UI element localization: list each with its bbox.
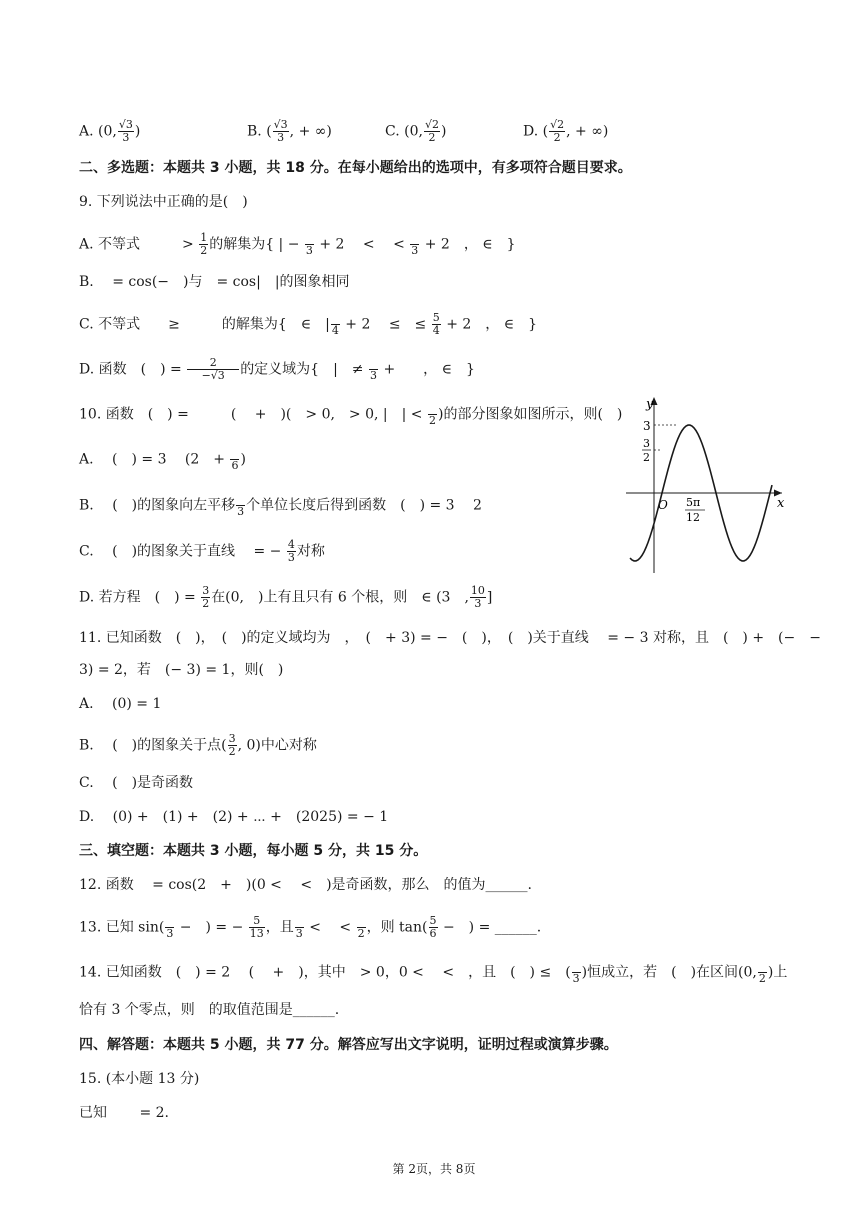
option-text: A. 不等式 — [79, 236, 141, 253]
numerator: 2 — [187, 357, 239, 370]
option-text: D. 若方程 ( ) = — [79, 589, 201, 606]
option-text: B. ( )的图象关于点( — [79, 737, 227, 754]
q11-stem-line1: 11. 已知函数 ( )， ( )的定义域均为 ， ( + 3) = − ( )， ( )关于直线 = − 3 对称，且 ( ) + (− − — [79, 630, 821, 646]
denominator: 3 — [474, 597, 482, 610]
numerator: 5 — [432, 311, 440, 324]
q11-option-c: C. ( )是奇函数 — [79, 775, 194, 791]
stem-text: < < — [304, 919, 356, 936]
q15-title: 15. (本小题 13 分) — [79, 1071, 200, 1087]
option-text: B. ( )的图象向左平移 — [79, 497, 236, 514]
option-text: B. ( — [247, 123, 272, 140]
option-text: + 2 ， ∈ } — [441, 316, 538, 333]
y-tick-3: 3 — [643, 419, 651, 433]
numerator: 5 — [429, 914, 437, 927]
page-footer: 第 2页，共 8页 — [392, 1162, 476, 1176]
fraction — [424, 119, 440, 144]
fraction — [118, 119, 134, 144]
option-text: A. (0, — [79, 123, 117, 140]
option-text: ) — [440, 123, 447, 140]
denominator: 13 — [249, 927, 264, 940]
q14-stem-line2: 恰有 3 个零点，则 的取值范围是______. — [79, 1002, 340, 1018]
fraction — [236, 493, 245, 518]
option-text: D. ( — [523, 123, 549, 140]
fraction — [369, 357, 378, 382]
stem-text: − ) = ______. — [438, 919, 542, 936]
stem-text: )的部分图象如图所示，则( ) — [437, 406, 623, 423]
option-text: + 2 ≤ ≤ — [340, 316, 431, 333]
option-text: D. 函数 ( ) = — [79, 361, 187, 378]
fraction — [230, 447, 239, 472]
option-text: + ， ∈ } — [379, 361, 475, 378]
numerator: √3 — [118, 118, 133, 131]
fraction — [165, 915, 174, 940]
x-tick-num: 5π — [686, 496, 701, 509]
fraction — [201, 585, 210, 610]
y-axis-label: y — [646, 397, 654, 412]
numerator: √2 — [550, 118, 565, 131]
q9-stem: 9. 下列说法中正确的是( ) — [79, 194, 248, 210]
q8-option-d — [523, 119, 608, 144]
numerator: 5 — [249, 915, 265, 928]
y-tick-half-den: 2 — [643, 451, 650, 464]
stem-text: )上 — [767, 964, 788, 981]
fraction — [429, 915, 438, 940]
fraction — [357, 915, 366, 940]
denominator: 3 — [166, 927, 174, 940]
q9-option-a — [79, 232, 516, 257]
numerator: 1 — [200, 231, 208, 244]
fraction — [410, 232, 419, 257]
denominator: 2 — [202, 597, 210, 610]
fraction — [470, 585, 486, 610]
fraction — [331, 312, 340, 337]
fraction — [249, 915, 265, 940]
fraction — [295, 915, 304, 940]
q11-option-b — [79, 733, 317, 758]
denominator: 2 — [428, 131, 436, 144]
option-text: 个单位长度后得到函数 ( ) = 3 2 — [246, 497, 482, 514]
denominator: 3 — [237, 505, 245, 518]
origin-label: O — [658, 498, 668, 512]
denominator: 4 — [432, 324, 440, 337]
denominator: 3 — [287, 551, 295, 564]
section-heading-free-response: 四、解答题：本题共 5 小题，共 77 分。解答应写出文字说明，证明过程或演算步骤。 — [79, 1037, 618, 1053]
denominator: 2 — [758, 972, 766, 985]
q12-stem: 12. 函数 = cos(2 + )(0 < < )是奇函数，那么 的值为______. — [79, 877, 533, 893]
denominator: 2 — [200, 244, 208, 257]
numerator: 4 — [287, 538, 295, 551]
option-text: 对称 — [296, 543, 325, 560]
option-text: A. ( ) = 3 (2 + — [79, 451, 230, 468]
denominator: 3 — [572, 972, 580, 985]
denominator: 3 — [295, 927, 303, 940]
denominator: 6 — [231, 459, 239, 472]
fraction — [273, 119, 289, 144]
x-tick-den: 12 — [686, 511, 700, 524]
stem-text: ，则 tan( — [366, 919, 428, 936]
q10-option-b — [79, 493, 482, 518]
numerator: 10 — [470, 584, 485, 597]
numerator: 3 — [228, 732, 236, 745]
denominator: 4 — [331, 324, 339, 337]
option-text: ) — [134, 123, 141, 140]
q13-stem — [79, 915, 541, 940]
denominator: 2 — [428, 414, 436, 427]
option-text: C. 不等式 ≥ 的解集为{ ∈ | — [79, 316, 330, 333]
denominator: 6 — [429, 927, 437, 940]
q11-option-a: A. (0) = 1 — [79, 696, 162, 712]
stem-text: − ) = − — [175, 919, 248, 936]
fraction — [758, 960, 767, 985]
q10-option-a — [79, 447, 246, 472]
denominator: 2 — [357, 927, 365, 940]
q10-option-c — [79, 539, 325, 564]
option-text: 的解集为{ | − — [209, 236, 304, 253]
fraction — [572, 960, 581, 985]
option-text: , 0)中心对称 — [237, 737, 317, 754]
denominator: 3 — [122, 131, 130, 144]
option-text: 在(0, )上有且只有 6 个根，则 ∈ (3 , — [211, 589, 469, 606]
q9-option-b: B. = cos(− )与 = cos| |的图象相同 — [79, 274, 350, 290]
denominator: −√3 — [201, 369, 225, 382]
q8-option-c — [385, 119, 446, 144]
option-text: ] — [486, 589, 493, 606]
sine-graph — [622, 393, 792, 575]
denominator: 3 — [277, 131, 285, 144]
stem-text: 10. 函数 ( ) = ( + )( > 0, > 0, | | < — [79, 406, 427, 423]
section-heading-fill-in: 三、填空题：本题共 3 小题，每小题 5 分，共 15 分。 — [79, 843, 428, 859]
stem-text: )恒成立，若 ( )在区间(0, — [581, 964, 757, 981]
section-heading-multiple-choice: 二、多选题：本题共 3 小题，共 18 分。在每小题给出的选项中，有多项符合题目要求。 — [79, 160, 632, 176]
option-text: , + ∞) — [289, 123, 332, 140]
q10-stem — [79, 402, 622, 427]
option-text: C. (0, — [385, 123, 423, 140]
option-text: + 2 ， ∈ } — [420, 236, 516, 253]
q8-option-b — [247, 119, 332, 144]
stem-text: 13. 已知 sin( — [79, 919, 165, 936]
option-text: > — [182, 236, 199, 253]
denominator: 3 — [370, 369, 377, 382]
fraction — [199, 232, 208, 257]
q10-option-d — [79, 585, 492, 610]
numerator: √2 — [424, 118, 439, 131]
x-axis-label: x — [777, 496, 785, 511]
y-tick-half-num: 3 — [643, 437, 650, 450]
q9-option-d — [79, 357, 475, 382]
q14-stem-line1 — [79, 960, 787, 985]
fraction — [428, 402, 437, 427]
q15-text: 已知 = 2. — [79, 1105, 169, 1121]
fraction — [305, 232, 314, 257]
option-text: , + ∞) — [566, 123, 609, 140]
fraction — [228, 733, 237, 758]
stem-text: 14. 已知函数 ( ) = 2 ( + )，其中 > 0，0 < < ，且 ( ) ≤ ( — [79, 964, 571, 981]
q8-option-a — [79, 119, 140, 144]
fraction — [187, 357, 239, 382]
q9-option-c — [79, 312, 537, 337]
denominator: 2 — [553, 131, 561, 144]
fraction — [549, 119, 565, 144]
denominator: 3 — [305, 244, 313, 257]
option-text: ) — [240, 451, 246, 468]
numerator: 3 — [202, 584, 210, 597]
fraction — [287, 539, 296, 564]
option-text: + 2 < < — [314, 236, 410, 253]
fraction — [432, 312, 441, 337]
numerator: √3 — [273, 118, 288, 131]
q11-stem-line2: 3) = 2，若 (− 3) = 1，则( ) — [79, 662, 284, 678]
denominator: 3 — [411, 244, 419, 257]
stem-text: ，且 — [265, 919, 294, 936]
q11-option-d: D. (0) + (1) + (2) + ⋯ + (2025) = − 1 — [79, 809, 389, 825]
denominator: 2 — [228, 745, 236, 758]
option-text: C. ( )的图象关于直线 = − — [79, 543, 286, 560]
option-text: 的定义域为{ | ≠ — [240, 361, 368, 378]
